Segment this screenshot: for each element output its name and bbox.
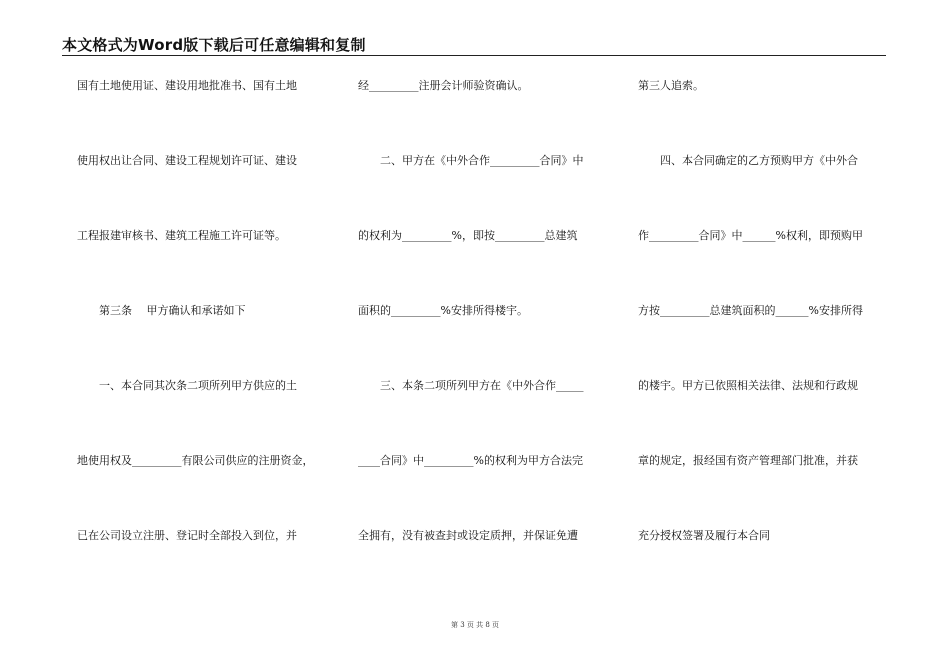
text-line: 使用权出让合同、建设工程规划许可证、建设 — [77, 154, 297, 167]
text-line: 作_________合同》中______%权利，即预购甲 — [638, 229, 863, 242]
text-line: 一、本合同其次条二项所列甲方供应的土 — [77, 379, 297, 392]
page-header — [62, 33, 886, 56]
text-line: 第三人追索。 — [638, 79, 704, 92]
text-line: 三、本条二项所列甲方在《中外合作_____ — [358, 379, 584, 392]
text-line: 充分授权签署及履行本合同 — [638, 529, 770, 542]
text-line: 国有土地使用证、建设用地批准书、国有土地 — [77, 79, 297, 92]
page-number: 第 3 页 共 8 页 — [450, 621, 500, 629]
text-line: 第三条 甲方确认和承诺如下 — [77, 304, 246, 317]
text-line: 的楼宇。甲方已依照相关法律、法规和行政规 — [638, 379, 858, 392]
text-line: 已在公司设立注册、登记时全部投入到位，并 — [77, 529, 297, 542]
header-title: 本文格式为Word版下载后可任意编辑和复制 — [62, 36, 366, 54]
text-line: 全拥有，没有被查封或设定质押，并保证免遭 — [358, 529, 578, 542]
text-line: 地使用权及_________有限公司供应的注册资金， — [77, 454, 314, 467]
text-line: 章的规定，报经国有资产管理部门批准，并获 — [638, 454, 858, 467]
text-line: ____合同》中_________%的权利为甲方合法完 — [358, 454, 583, 467]
text-line: 面积的_________%安排所得楼宇。 — [358, 304, 528, 317]
text-line: 方按_________总建筑面积的______%安排所得 — [638, 304, 863, 317]
text-line: 二、甲方在《中外合作_________合同》中 — [358, 154, 584, 167]
text-line: 四、本合同确定的乙方预购甲方《中外合 — [638, 154, 858, 167]
text-line: 的权利为_________%，即按_________总建筑 — [358, 229, 578, 242]
text-line: 工程报建审核书、建筑工程施工许可证等。 — [77, 229, 286, 242]
text-line: 经_________注册会计师验资确认。 — [358, 79, 529, 92]
